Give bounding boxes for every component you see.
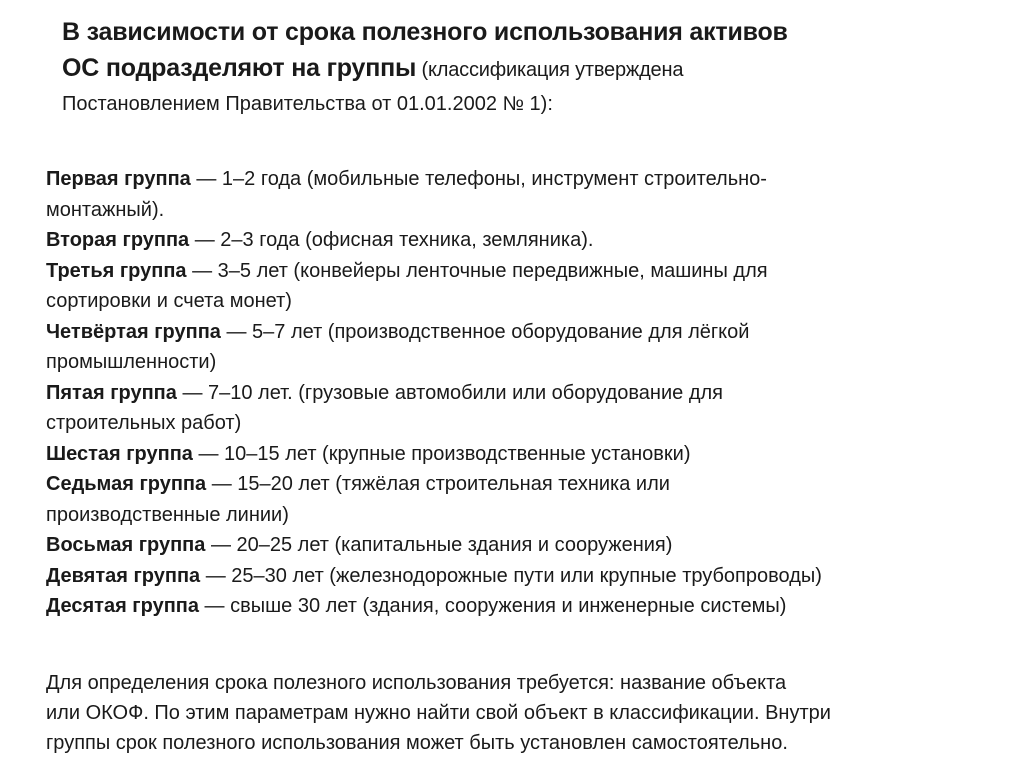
- group-item-4: [46, 317, 996, 378]
- group-text: — 1–2 года (мобильные телефоны, инструмент строительно-: [190, 168, 767, 190]
- group-text: — 3–5 лет (конвейеры ленточные передвижные, машины для: [186, 259, 768, 282]
- group-text: — 25–30 лет (железнодорожные пути или крупные трубопроводы): [200, 564, 822, 587]
- group-text-cont: промышленности): [46, 351, 217, 373]
- group-text: — 2–3 года (офисная техника, земляника).: [189, 229, 594, 251]
- group-item-2: [46, 225, 996, 256]
- group-item-8: [46, 530, 996, 561]
- title-line-3: Постановлением Правительства от 01.01.2002 № 1):: [62, 93, 553, 115]
- group-text: — 7–10 лет. (грузовые автомобили или оборудование для: [176, 381, 723, 404]
- title-line-2-bold: ОС подразделяют на группы: [62, 54, 417, 82]
- group-text-cont: строительных работ): [46, 412, 242, 434]
- title-line-1: В зависимости от срока полезного использования активов: [62, 18, 788, 46]
- footer-note: [46, 668, 1006, 758]
- title-line-2-note: (классификация утверждена: [416, 59, 684, 81]
- group-text: — 20–25 лет (капитальные здания и сооружения): [205, 534, 673, 556]
- group-text: — 10–15 лет (крупные производственные установки): [192, 442, 691, 465]
- group-text: — 15–20 лет (тяжёлая строительная техника или: [206, 473, 670, 495]
- title-line-2: [62, 50, 982, 88]
- group-text: — свыше 30 лет (здания, сооружения и инженерные системы): [198, 595, 787, 617]
- footer-line-3: группы срок полезного использования может быть установлен самостоятельно.: [46, 732, 788, 754]
- group-name: Седьмая группа: [46, 473, 207, 495]
- group-item-1: [46, 164, 996, 225]
- group-name: Первая группа: [46, 168, 191, 190]
- group-name: Третья группа: [46, 259, 187, 282]
- group-text: — 5–7 лет (производственное оборудование для лёгкой: [220, 320, 750, 343]
- group-item-5: [46, 378, 996, 439]
- group-item-3: [46, 256, 996, 317]
- group-item-10: [46, 591, 996, 622]
- group-text-cont: сортировки и счета монет): [46, 290, 292, 312]
- group-name: Пятая группа: [46, 381, 177, 404]
- group-name: Вторая группа: [46, 229, 190, 251]
- group-item-9: [46, 561, 996, 592]
- group-name: Восьмая группа: [46, 534, 206, 556]
- group-item-7: [46, 469, 996, 530]
- groups-list: [46, 164, 996, 622]
- group-text-cont: монтажный).: [46, 198, 165, 221]
- group-item-6: [46, 439, 996, 470]
- group-name: Шестая группа: [46, 442, 193, 465]
- group-text-cont: производственные линии): [46, 503, 289, 526]
- footer-line-2: или ОКОФ. По этим параметрам нужно найти свой объект в классификации. Внутри: [46, 702, 831, 724]
- group-name: Девятая группа: [46, 564, 201, 587]
- group-name: Десятая группа: [46, 595, 199, 617]
- slide-title: [62, 14, 982, 119]
- footer-line-1: Для определения срока полезного использования требуется: название объекта: [46, 672, 787, 694]
- group-name: Четвёртая группа: [46, 320, 221, 343]
